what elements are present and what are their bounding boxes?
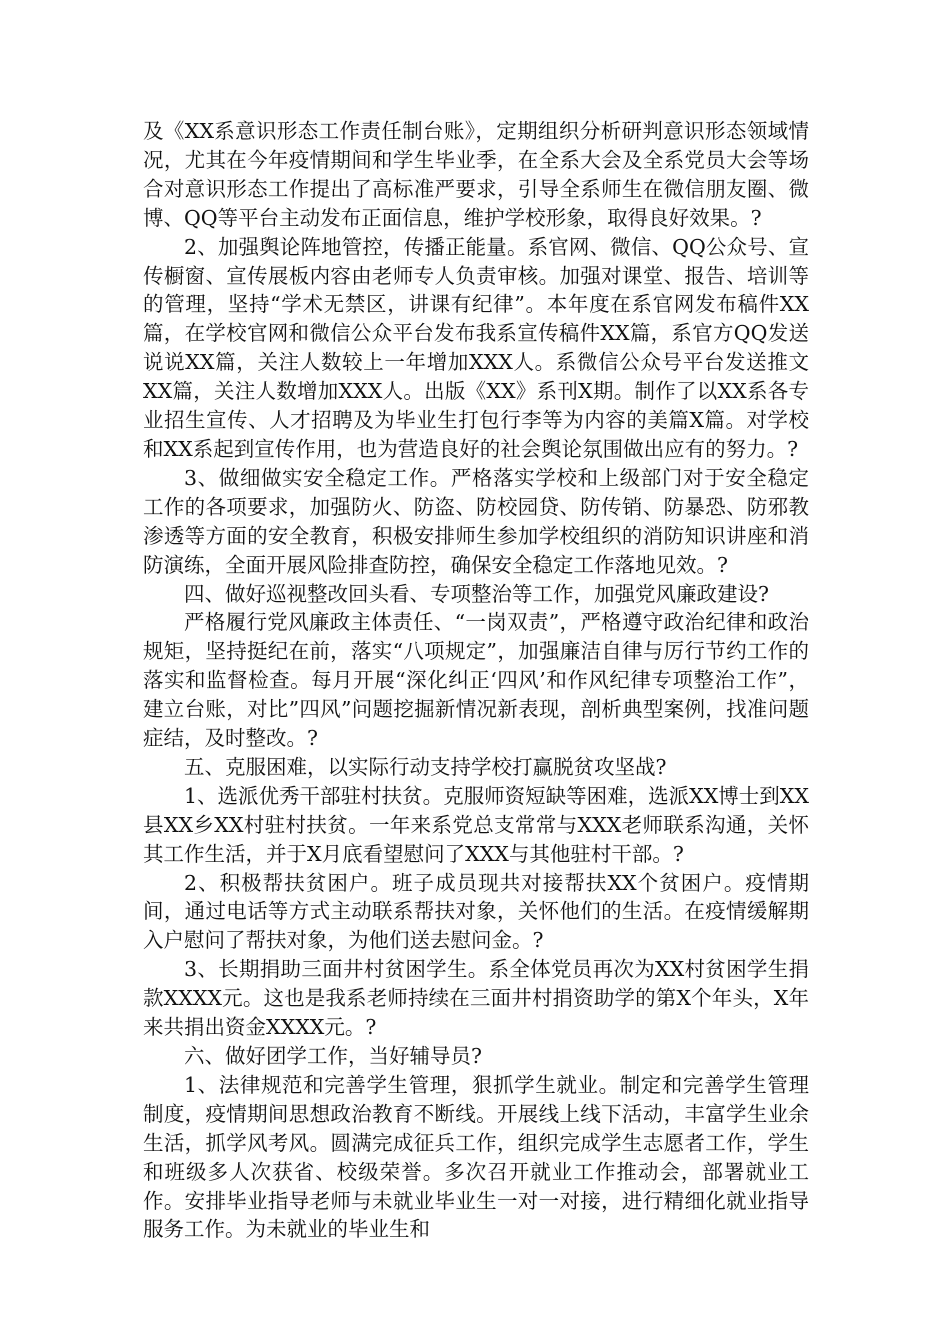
paragraph-ideology-continued: 及《XX系意识形态工作责任制台账》，定期组织分析研判意识形态领域情况，尤其在今年疫情期间和学生毕业季，在全系大会及全系党员大会等场合对意识形态工作提出了高标准严要求，引导全系师生在微信朋友圈、微博、QQ等平台主动发布正面信息，维护学校形象，取得良好效果。? <box>143 119 809 230</box>
section-heading-five: 五、克服困难，以实际行动支持学校打赢脱贫攻坚战? <box>184 754 667 779</box>
paragraph-village-assistance: 1、选派优秀干部驻村扶贫。克服师资短缺等困难，选派XX博士到XX县XX乡XX村驻村扶贫。一年来系党总支常常与XXX老师联系沟通，关怀其工作生活，并于X月底看望慰问了XXX与其他驻村干部。? <box>143 783 809 866</box>
paragraph-student-management: 1、法律规范和完善学生管理，狠抓学生就业。制定和完善学生管理制度，疫情期间思想政治教育不断线。开展线上线下活动，丰富学生业余生活，抓学风考风。圆满完成征兵工作，组织完成学生志愿者工作，学生和班级多人次获省、校级荣誉。多次召开就业工作推动会，部署就业工作。安排毕业指导老师与未就业毕业生一对一对接，进行精细化就业指导服务工作。为未就业的毕业生和 <box>143 1072 809 1242</box>
section-heading-six: 六、做好团学工作，当好辅导员? <box>184 1044 482 1068</box>
paragraph-poor-households: 2、积极帮扶贫困户。班子成员现共对接帮扶XX个贫困户。疫情期间，通过电话等方式主动联系帮扶对象，关怀他们的生活。在疫情缓解期入户慰问了帮扶对象，为他们送去慰问金。? <box>143 870 809 953</box>
paragraph-student-donation: 3、长期捐助三面井村贫困学生。系全体党员再次为XX村贫困学生捐款XXXX元。这也是我系老师持续在三面井村捐资助学的第X个年头，X年来共捐出资金XXXX元。? <box>143 957 809 1040</box>
paragraph-safety-stability: 3、做细做实安全稳定工作。严格落实学校和上级部门对于安全稳定工作的各项要求，加强防火、防盗、防校园贷、防传销、防暴恐、防邪教渗透等方面的安全教育，积极安排师生参加学校组织的消防知识讲座和消防演练，全面开展风险排查防控，确保安全稳定工作落地见效。? <box>143 465 809 577</box>
paragraph-public-opinion: 2、加强舆论阵地管控，传播正能量。系官网、微信、QQ公众号、宣传橱窗、宣传展板内容由老师专人负责审核。加强对课堂、报告、培训等的管理，坚持“学术无禁区，讲课有纪律”。本年度在系官网发布稿件XX篇，在学校官网和微信公众平台发布我系宣传稿件XX篇，系官方QQ发送说说XX篇，关注人数较上一年增加XXX人。系微信公众号平台发送推文XX篇，关注人数增加XXX人。出版《XX》系刊X期。制作了以XX系各专业招生宣传、人才招聘及为毕业生打包行李等为内容的美篇X篇。对学校和XX系起到宣传作用，也为营造良好的社会舆论氛围做出应有的努力。? <box>143 234 809 461</box>
document-page <box>143 117 809 1244</box>
section-heading-four: 四、做好巡视整改回头看、专项整治等工作，加强党风廉政建设? <box>184 581 769 606</box>
paragraph-party-conduct: 严格履行党风廉政主体责任、“一岗双责”，严格遵守政治纪律和政治规矩，坚持挺纪在前，落实“八项规定”，加强廉洁自律与厉行节约工作的落实和监督检查。每月开展“深化纠正‘四风’和作风纪律专项整治工作”，建立台账，对比”四风”问题挖掘新情况新表现，剖析典型案例，找准问题症结，及时整改。? <box>143 610 809 751</box>
